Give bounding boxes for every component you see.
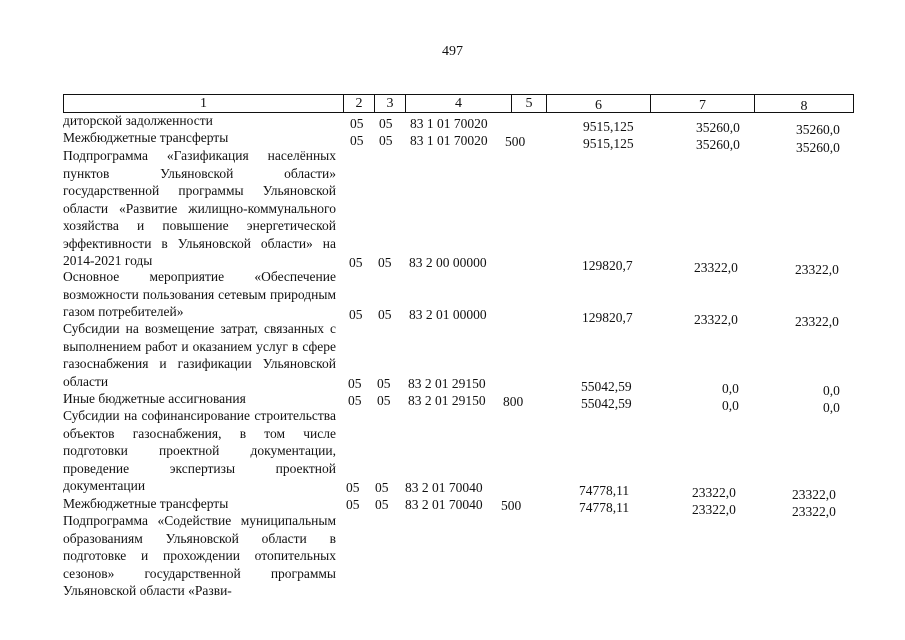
header-col-1: 1	[200, 96, 207, 111]
cell-section: 05	[346, 497, 360, 512]
cell-value-7: 35260,0	[696, 137, 740, 152]
cell-value-7: 0,0	[722, 381, 739, 396]
header-col-2: 2	[355, 96, 363, 111]
cell-value-6: 74778,11	[579, 500, 630, 515]
cell-subsection: 05	[375, 497, 389, 512]
cell-value-7: 23322,0	[692, 502, 736, 517]
cell-value-7: 23322,0	[694, 312, 738, 327]
cell-value-6: 129820,7	[582, 258, 633, 273]
cell-code: 83 1 01 70020	[410, 133, 488, 148]
cell-value-6: 9515,125	[583, 136, 634, 151]
cell-subsection: 05	[378, 255, 392, 270]
cell-value-6: 55042,59	[581, 396, 632, 411]
cell-section: 05	[346, 480, 360, 495]
cell-section: 05	[349, 307, 363, 322]
row-description: Межбюджетные трансферты	[63, 130, 229, 145]
row-description: Иные бюджетные ассигнования	[63, 391, 246, 406]
cell-value-8: 35260,0	[796, 122, 840, 137]
cell-subsection: 05	[377, 393, 391, 408]
cell-subsection: 05	[377, 376, 391, 391]
cell-value-8: 23322,0	[792, 487, 836, 502]
cell-value-7: 0,0	[722, 398, 739, 413]
cell-type: 800	[503, 394, 524, 409]
header-col-3: 3	[386, 96, 394, 111]
header-col-6: 6	[595, 98, 602, 113]
row-description: диторской задолженности	[63, 113, 213, 128]
cell-code: 83 2 01 70040	[405, 480, 483, 495]
cell-code: 83 2 01 29150	[408, 393, 486, 408]
table-header	[63, 94, 854, 113]
cell-value-8: 35260,0	[796, 140, 840, 155]
cell-code: 83 2 01 70040	[405, 497, 483, 512]
header-col-4: 4	[455, 96, 462, 111]
cell-subsection: 05	[379, 133, 393, 148]
cell-code: 83 2 01 29150	[408, 376, 486, 391]
cell-value-7: 35260,0	[696, 120, 740, 135]
cell-section: 05	[350, 116, 364, 131]
cell-value-6: 74778,11	[579, 483, 630, 498]
cell-value-6: 9515,125	[583, 119, 634, 134]
cell-subsection: 05	[375, 480, 389, 495]
cell-value-6: 129820,7	[582, 310, 633, 325]
row-description: Межбюджетные трансферты	[63, 496, 229, 511]
header-col-8: 8	[800, 99, 808, 114]
cell-type: 500	[501, 498, 522, 513]
cell-section: 05	[350, 133, 364, 148]
cell-value-8: 0,0	[823, 383, 840, 398]
cell-code: 83 2 01 00000	[409, 307, 487, 322]
cell-value-8: 23322,0	[795, 314, 839, 329]
row-description: Субсидии на софинансирование строительства объектов газоснабжения, в том числе подготовки проектной документации, проведение экспертизы проектной документации	[63, 408, 336, 493]
page-number: 497	[442, 44, 463, 59]
cell-section: 05	[348, 393, 362, 408]
cell-subsection: 05	[379, 116, 393, 131]
row-description: Субсидии на возмещение затрат, связанных с выполнением работ и оказанием услуг в сфере газоснабжения и газификации Ульяновской области	[63, 321, 336, 389]
cell-type: 500	[505, 134, 526, 149]
cell-subsection: 05	[378, 307, 392, 322]
cell-value-6: 55042,59	[581, 379, 632, 394]
cell-code: 83 2 00 00000	[409, 255, 487, 270]
cell-value-8: 23322,0	[795, 262, 839, 277]
cell-section: 05	[348, 376, 362, 391]
cell-value-8: 23322,0	[792, 504, 836, 519]
cell-value-7: 23322,0	[692, 485, 736, 500]
row-description: Подпрограмма «Газификация населённых пунктов Ульяновской области» государственной программы Ульяновской области «Развитие жилищно-коммунального хозяйства и повышение энергетической эффективности в Ульяновской области» на 2014-2021 годы	[63, 148, 336, 268]
cell-code: 83 1 01 70020	[410, 116, 488, 131]
row-description: Подпрограмма «Содействие муниципальным образованиям Ульяновской области в подготовке и прохождении отопительных сезонов» государственной программы Ульяновской области «Разви-	[63, 513, 336, 598]
cell-value-7: 23322,0	[694, 260, 738, 275]
header-col-7: 7	[699, 98, 706, 113]
cell-value-8: 0,0	[823, 400, 840, 415]
row-description: Основное мероприятие «Обеспечение возможности пользования сетевым природным газом потребителей»	[63, 269, 336, 319]
cell-section: 05	[349, 255, 363, 270]
header-col-5: 5	[525, 96, 533, 111]
